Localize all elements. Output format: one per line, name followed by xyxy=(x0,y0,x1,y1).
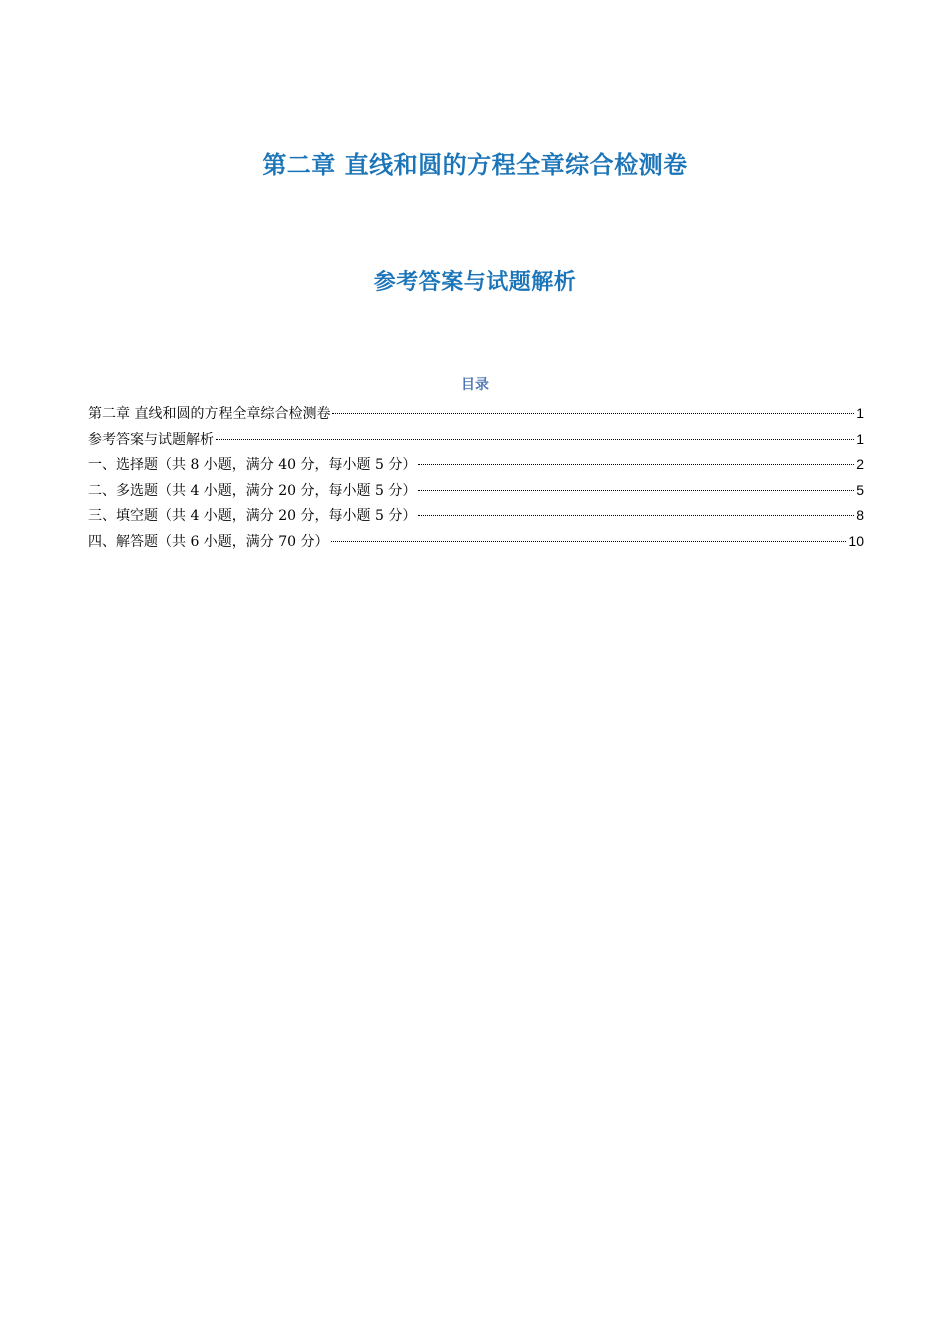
toc-entry-page: 2 xyxy=(856,456,864,472)
document-title: 第二章 直线和圆的方程全章综合检测卷 xyxy=(262,150,688,179)
toc-entry-label: 二、多选题（共 4 小题，满分 20 分，每小题 5 分） xyxy=(88,482,417,499)
toc-dot-leader xyxy=(418,490,854,491)
toc-entry[interactable] xyxy=(88,530,864,556)
toc-dot-leader xyxy=(332,413,854,414)
toc-entry[interactable] xyxy=(88,402,864,428)
toc-entry-label: 三、填空题（共 4 小题，满分 20 分，每小题 5 分） xyxy=(88,508,417,524)
toc-entry-label: 第二章 直线和圆的方程全章综合检测卷 xyxy=(88,406,331,422)
toc-entry[interactable] xyxy=(88,479,864,505)
toc-entry[interactable] xyxy=(88,504,864,530)
toc-entry-page: 10 xyxy=(848,532,864,549)
toc-entry-page: 1 xyxy=(856,430,864,447)
toc-entry-page: 8 xyxy=(856,507,864,523)
toc-dot-leader xyxy=(418,464,854,465)
toc-dot-leader xyxy=(216,439,854,440)
toc-entry[interactable] xyxy=(88,453,864,479)
toc-dot-leader xyxy=(331,541,847,542)
toc-entry-page: 1 xyxy=(856,405,864,421)
toc-entry-label: 参考答案与试题解析 xyxy=(88,431,214,448)
toc-entry-label: 一、选择题（共 8 小题，满分 40 分，每小题 5 分） xyxy=(88,457,417,473)
toc-entry[interactable] xyxy=(88,428,864,454)
toc-heading: 目录 xyxy=(461,377,489,393)
document-subtitle: 参考答案与试题解析 xyxy=(373,269,577,295)
toc-dot-leader xyxy=(418,515,854,516)
table-of-contents xyxy=(88,402,864,555)
toc-entry-label: 四、解答题（共 6 小题，满分 70 分） xyxy=(88,533,329,550)
toc-entry-page: 5 xyxy=(856,481,864,498)
